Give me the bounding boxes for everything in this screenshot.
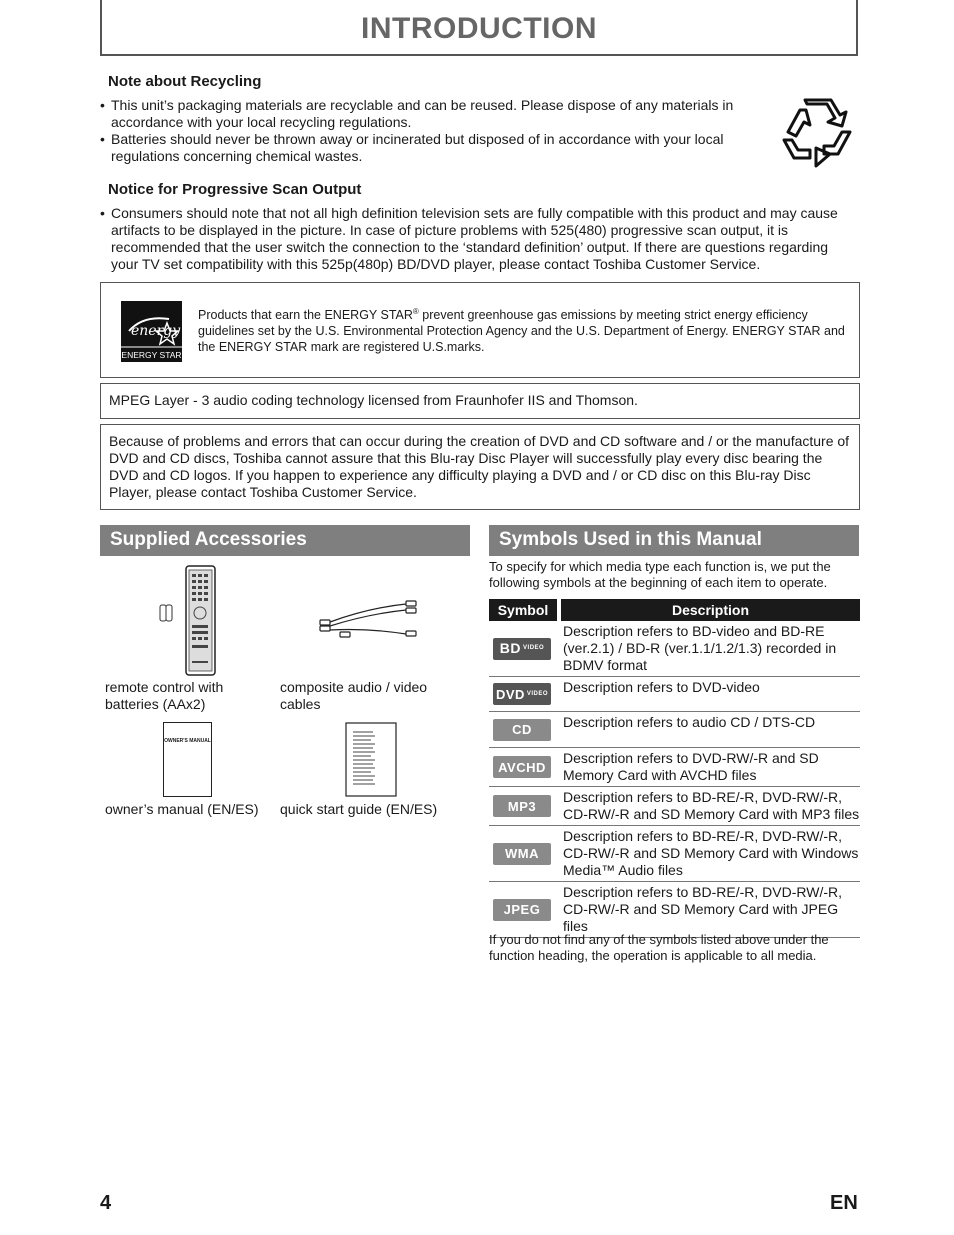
row-description: Description refers to BD-RE/-R, DVD-RW/-R, CD-RW/-R and SD Memory Card with Windows Media™ Audio files [559,826,860,882]
energy-text-part: Products that earn the ENERGY STAR [198,308,413,323]
progressive-bullet: • Consumers should note that not all high definition television sets are fully compatible with this product and may cause artifacts to be displayed in the picture. In case of picture problems with 525(480) progressive scan output, it is recommended that the user switch the connection to the ‘standard definition’ output. If there are questions regarding your TV set compatibility with this 525p(480p) BD/DVD player, please contact Toshiba Customer Service. [100,205,852,273]
owners-manual-image [163,722,212,797]
mpeg-notice: MPEG Layer - 3 audio coding technology licensed from Fraunhofer IIS and Thomson. [100,383,860,419]
row-description: Description refers to DVD-RW/-R and SD Memory Card with AVCHD files [559,748,860,787]
avchd-icon: AVCHD [493,756,551,778]
table-row [489,748,860,787]
table-row [489,621,860,677]
recycling-bullet: • This unit’s packaging materials are recyclable and can be reused. Please dispose of any materials in accordance with your local recycling regulations. [100,97,750,131]
row-description: Description refers to BD-RE/-R, DVD-RW/-R, CD-RW/-R and SD Memory Card with MP3 files [559,787,860,826]
table-row [489,826,860,882]
table-row [489,677,860,712]
accessories-title: Supplied Accessories [100,525,470,556]
symbols-intro: To specify for which media type each function is, we put the following symbols at the beginning of each item to operate. [489,559,831,590]
page-number: 4 [100,1192,112,1214]
header-box [100,0,858,56]
table-row [489,882,860,938]
energy-star-caption: ENERGY STAR [121,350,182,360]
svg-text:energy: energy [131,323,181,339]
accessory-label-guide: quick start guide (EN/ES) [280,801,438,817]
dvd-video-icon: DVD VIDEO [493,683,551,705]
bd-video-icon: BD VIDEO [493,638,551,660]
disc-notice: Because of problems and errors that can occur during the creation of DVD and CD software and / or the manufacture of DVD and CD discs, Toshiba cannot assure that this Blu-ray Disc Player will successfully play every disc bearing the DVD and CD logos. If you happen to experience any difficulty playing a DVD and / or CD disc on this Blu-ray Disc Player, please contact Toshiba Customer Service. [100,424,860,510]
jpeg-icon: JPEG [493,899,551,921]
energy-star-text [198,304,848,355]
symbols-title: Symbols Used in this Manual [489,525,859,556]
accessory-label-cables: composite audio / video cables [280,679,428,712]
symbols-footnote: If you do not find any of the symbols listed above under the function heading, the operation is applicable to all media. [489,932,829,963]
accessory-label-manual: owner’s manual (EN/ES) [105,801,259,817]
col-header-description: Description [559,599,860,621]
table-row [489,787,860,826]
symbols-table [489,599,860,938]
remote-control-image [158,565,220,677]
registered-mark: ® [412,307,419,316]
quick-start-guide-image [345,722,397,797]
accessory-label-remote: remote control with batteries (AAx2) [105,679,224,712]
language-label: EN [830,1192,858,1214]
energy-star-box [100,282,860,378]
progressive-title: Notice for Progressive Scan Output [108,181,362,198]
col-header-symbol: Symbol [489,599,559,621]
energy-text-part: prevent greenhouse gas emissions by meeting strict energy efficiency guidelines set by the U.S. Environmental Protection Agency and the U.S. Department of Energy. ENERGY STAR and the ENERGY STAR mark are registered U.S.marks. [198,308,845,355]
wma-icon: WMA [493,843,551,865]
page-title: INTRODUCTION [361,12,597,45]
energy-star-logo [121,301,182,362]
recycling-bullets [100,97,750,165]
row-description: Description refers to audio CD / DTS-CD [559,712,860,748]
row-description: Description refers to BD-RE/-R, DVD-RW/-R, CD-RW/-R and SD Memory Card with JPEG files [559,882,860,938]
progressive-bullets [100,205,852,273]
owners-manual-cover-text: OWNER'S MANUAL [164,738,211,744]
recycling-bullet: • Batteries should never be thrown away or incinerated but disposed of in accordance with your local regulations concerning chemical wastes. [100,131,750,165]
row-description: Description refers to DVD-video [559,677,860,712]
row-description: Description refers to BD-video and BD-RE (ver.2.1) / BD-R (ver.1.1/1.2/1.3) recorded in BDMV format [559,621,860,677]
cd-icon: CD [493,719,551,741]
table-row [489,712,860,748]
recycling-title: Note about Recycling [108,73,262,90]
mp3-icon: MP3 [493,795,551,817]
av-cables-image [318,598,424,640]
recycle-icon [780,98,854,170]
